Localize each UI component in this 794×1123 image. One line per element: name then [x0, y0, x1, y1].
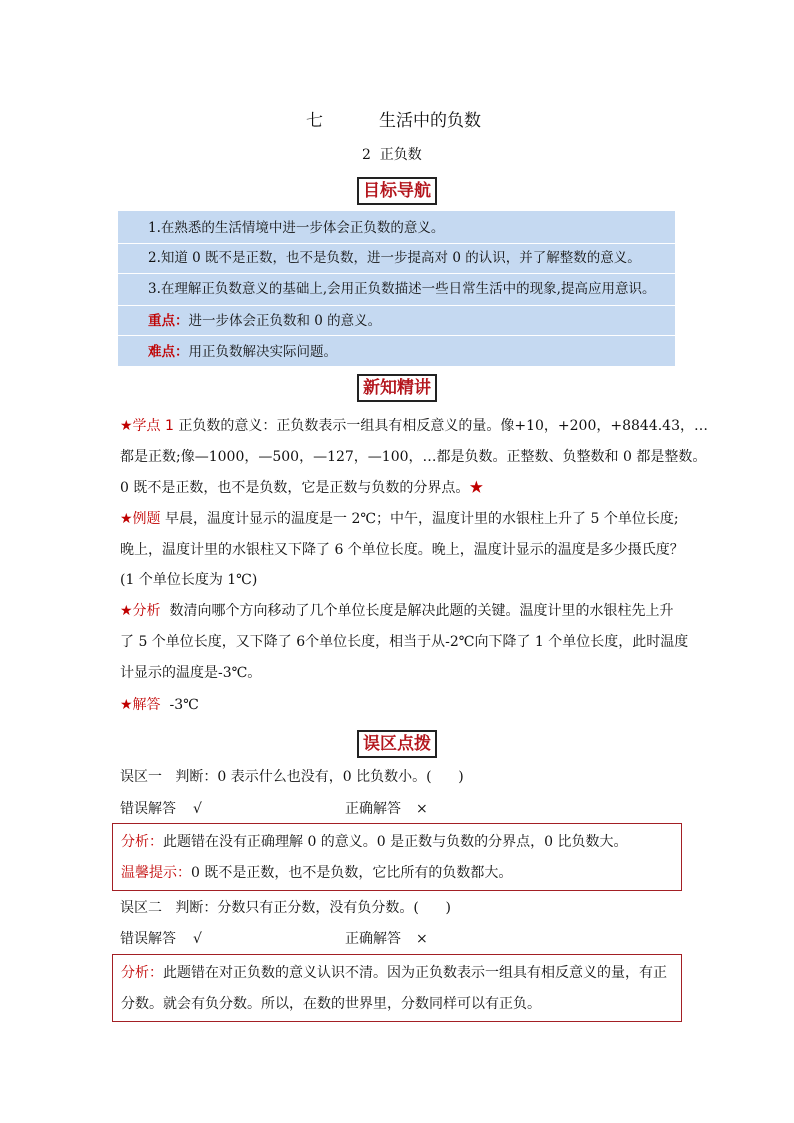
analysis-text: 此题错在对正负数的意义认识不清。因为正负数表示一组具有相反意义的量，有正 [163, 965, 667, 981]
mistake-1-question: 误区一 判断：0 表示什么也没有，0 比负数小。( ) [120, 769, 464, 785]
goal-item: 1.在熟悉的生活情境中进一步体会正负数的意义。 [148, 220, 445, 236]
mistake-2-wrong-label: 错误解答 [120, 931, 176, 947]
mistake-1-wrong-label: 错误解答 [120, 801, 176, 817]
point-label: ★学点 1 [120, 418, 174, 434]
example-line [120, 509, 679, 529]
answer-line [120, 695, 199, 715]
analysis-line: 计显示的温度是-3℃。 [120, 665, 262, 681]
analysis-line [120, 601, 673, 621]
mistake-1-analysis [121, 832, 628, 852]
divider [118, 273, 675, 274]
tip-label: 温馨提示： [121, 865, 191, 881]
lesson-title: 2 正负数 [362, 147, 422, 163]
goal-item: 2.知道 0 既不是正数，也不是负数，进一步提高对 0 的认识，并了解整数的意义。 [148, 250, 641, 266]
difficult-point-label: 难点： [148, 344, 189, 360]
key-point [148, 312, 381, 330]
tip-text: 0 既不是正数，也不是负数，它比所有的负数都大。 [191, 865, 513, 881]
mistake-1-analysis-box [112, 823, 682, 891]
knowledge-heading: 新知精讲 [357, 374, 437, 402]
answer-label: ★解答 [120, 697, 161, 713]
cross-mark-icon: × [416, 801, 428, 817]
mistakes-heading: 误区点拨 [357, 730, 437, 758]
point-line [120, 478, 483, 498]
mistake-2-right-label: 正确解答 [345, 931, 401, 947]
example-line: 晚上，温度计里的水银柱又下降了 6 个单位长度。晚上，温度计显示的温度是多少摄氏度？ [120, 542, 684, 558]
point-text: 0 既不是正数，也不是负数，它是正数与负数的分界点。 [120, 480, 470, 496]
analysis-text: 数清向哪个方向移动了几个单位长度是解决此题的关键。温度计里的水银柱先上升 [160, 603, 674, 619]
point-line [120, 416, 708, 436]
mistake-2-analysis-box [112, 954, 682, 1022]
divider [118, 305, 675, 306]
difficult-point [148, 343, 337, 361]
mistake-1-tip [121, 863, 512, 883]
analysis-line: 了 5 个单位长度，又下降了 6个单位长度，相当于从-2℃向下降了 1 个单位长度，此时温度 [120, 634, 689, 650]
cross-mark-icon: × [416, 931, 428, 947]
chapter-number: 七 [306, 111, 323, 131]
point-text: 正负数的意义：正负数表示一组具有相反意义的量。像+10，+200，+8844.43，… [173, 418, 708, 434]
check-mark-icon: √ [193, 931, 202, 947]
key-point-text: 进一步体会正负数和 0 的意义。 [188, 313, 382, 329]
divider [118, 243, 675, 244]
example-text: 早晨，温度计显示的温度是一 2℃；中午，温度计里的水银柱上升了 5 个单位长度; [160, 511, 679, 527]
goals-heading: 目标导航 [357, 177, 437, 205]
analysis-text: 此题错在没有正确理解 0 的意义。0 是正数与负数的分界点，0 比负数大。 [163, 834, 628, 850]
goals-panel [118, 211, 675, 366]
answer-text: -3℃ [160, 697, 199, 713]
mistake-1-right-label: 正确解答 [345, 801, 401, 817]
difficult-point-text: 用正负数解决实际问题。 [188, 344, 337, 360]
goal-item: 3.在理解正负数意义的基础上,会用正负数描述一些日常生活中的现象,提高应用意识。 [148, 281, 656, 297]
check-mark-icon: √ [193, 801, 202, 817]
key-point-label: 重点： [148, 313, 189, 329]
mistake-2-analysis-cont: 分数。就会有负分数。所以，在数的世界里，分数同样可以有正负。 [121, 996, 541, 1012]
chapter-title: 生活中的负数 [379, 111, 481, 131]
example-line: (1 个单位长度为 1℃) [120, 572, 258, 588]
analysis-label: ★分析 [120, 603, 161, 619]
point-line: 都是正数;像—1000，—500，—127，—100，…都是负数。正整数、负整数和 0 都是整数。 [120, 449, 707, 465]
star-icon: ★ [469, 480, 484, 496]
mistake-2-question: 误区二 判断：分数只有正分数，没有负分数。( ) [120, 900, 451, 916]
analysis-label: 分析： [121, 834, 163, 850]
divider [118, 335, 675, 336]
example-label: ★例题 [120, 511, 161, 527]
mistake-2-analysis [121, 963, 667, 983]
analysis-label: 分析： [121, 965, 163, 981]
